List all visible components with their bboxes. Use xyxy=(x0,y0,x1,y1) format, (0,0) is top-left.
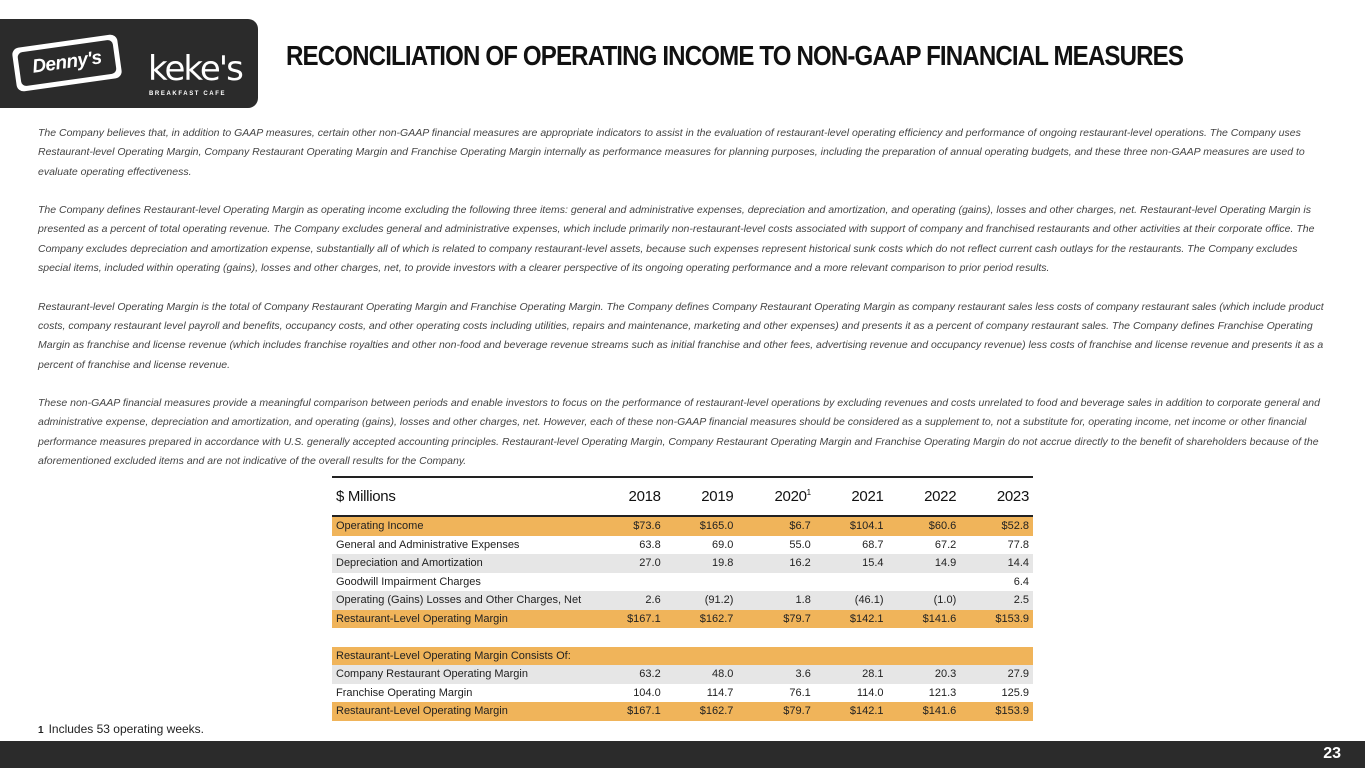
cell xyxy=(960,647,1033,666)
row-label: Operating Income xyxy=(332,516,592,536)
cell: 27.9 xyxy=(960,665,1033,684)
dennys-logo xyxy=(11,34,122,92)
table-row xyxy=(332,665,1033,684)
cell: 1.8 xyxy=(737,591,814,610)
paragraph-gaap-intro: The Company believes that, in addition to GAAP measures, certain other non-GAAP financial measures are appropriate indicators to assist in the evaluation of restaurant-level operating efficiency and performance of ongoing restaurant-level operations. The Company uses Restaurant-level Operating Margin, Company Restaurant Operating Margin and Franchise Operating Margin internally as performance measures for planning purposes, including the preparation of annual operating budgets, and these three non-GAAP measures are used to evaluate operating effectiveness. xyxy=(38,127,1305,178)
cell xyxy=(737,647,814,666)
cell: $153.9 xyxy=(960,702,1033,721)
paragraph-disclaimer: These non-GAAP financial measures provide a meaningful comparison between periods and enable investors to focus on the performance of restaurant-level operations by excluding revenues and costs unrelated to food and beverage sales in addition to corporate general and administrative expense, depreciation and amortization, and operating (gains), losses and other charges, net. However, each of these non-GAAP financial measures should be considered as a supplement to, not a substitute for, operating income, net income or other financial performance measures prepared in accordance with U.S. generally accepted accounting principles. Restaurant-level Operating Margin, Company Restaurant Operating Margin and Franchise Operating Margin do not accrue directly to the benefit of shareholders because of the aforementioned excluded items and are not indicative of the overall results for the Company. xyxy=(38,397,1320,468)
cell: 14.4 xyxy=(960,554,1033,573)
cell: 14.9 xyxy=(888,554,961,573)
cell: $52.8 xyxy=(960,516,1033,536)
cell xyxy=(592,573,665,592)
dennys-logo-text: Denny's xyxy=(17,39,117,86)
table-row xyxy=(332,684,1033,703)
cell xyxy=(815,573,888,592)
cell xyxy=(592,647,665,666)
row-label: Company Restaurant Operating Margin xyxy=(332,665,592,684)
cell: $104.1 xyxy=(815,516,888,536)
cell: $79.7 xyxy=(737,702,814,721)
cell: $165.0 xyxy=(665,516,738,536)
logo-panel xyxy=(0,19,258,108)
kekes-logo-subtitle: BREAKFAST CAFE xyxy=(149,91,227,97)
paragraph-definition: The Company defines Restaurant-level Operating Margin as operating income excluding the following three items: general and administrative expenses, depreciation and amortization, and operating (gains), losses and other charges, net. Restaurant-level Operating Margin is presented as a percent of total operating revenue. The Company excludes general and administrative expenses, which include primarily non-restaurant-level costs associated with support of company and franchised restaurants and other activities at their corporate office. The Company excludes depreciation and amortization expense, substantially all of which is related to company restaurant-level assets, because such expenses represent historical sunk costs which do not reflect current cash outlays for the restaurants. The Company excludes special items, included within operating (gains), losses and other charges, net, to provide investors with a clearer perspective of its ongoing operating performance and a more relevant comparison to prior period results. xyxy=(38,204,1315,275)
cell: 19.8 xyxy=(665,554,738,573)
table-header-row xyxy=(332,478,1033,516)
row-label: Restaurant-Level Operating Margin Consists Of: xyxy=(332,647,592,666)
cell: 121.3 xyxy=(888,684,961,703)
footnote xyxy=(38,722,204,736)
table-row xyxy=(332,536,1033,555)
cell: 3.6 xyxy=(737,665,814,684)
footer-bar xyxy=(0,741,1365,768)
cell: 63.8 xyxy=(592,536,665,555)
cell xyxy=(665,573,738,592)
cell: 114.0 xyxy=(815,684,888,703)
table-row xyxy=(332,516,1033,536)
table-spacer-row xyxy=(332,628,1033,647)
header-label: $ Millions xyxy=(332,478,592,516)
table-row xyxy=(332,647,1033,666)
cell xyxy=(665,647,738,666)
cell: 48.0 xyxy=(665,665,738,684)
row-label: Goodwill Impairment Charges xyxy=(332,573,592,592)
cell: $142.1 xyxy=(815,610,888,629)
paragraph-margin-components: Restaurant-level Operating Margin is the total of Company Restaurant Operating Margin and Franchise Operating Margin. The Company defines Company Restaurant Operating Margin as company restaurant sales less costs of company restaurant sales (which include product costs, company restaurant level payroll and benefits, occupancy costs, and other operating costs including utilities, repairs and maintenance, marketing and other expenses) and presents it as a percent of company restaurant sales. The Company defines Franchise Operating Margin as franchise and license revenue (which includes franchise royalties and other non-food and beverage revenue streams such as initial franchise and other fees, advertising revenue and occupancy revenue) less costs of franchise and license revenue and presents it as a percent of franchise and license revenue. xyxy=(38,300,1324,371)
header-2020-year: 2020 xyxy=(774,488,807,505)
cell: 104.0 xyxy=(592,684,665,703)
cell: $167.1 xyxy=(592,610,665,629)
cell: $60.6 xyxy=(888,516,961,536)
cell: 20.3 xyxy=(888,665,961,684)
row-label: Depreciation and Amortization xyxy=(332,554,592,573)
cell: $79.7 xyxy=(737,610,814,629)
cell: $142.1 xyxy=(815,702,888,721)
cell: 77.8 xyxy=(960,536,1033,555)
cell: 69.0 xyxy=(665,536,738,555)
row-label: Restaurant-Level Operating Margin xyxy=(332,702,592,721)
header-2023: 2023 xyxy=(960,478,1033,516)
cell: 2.5 xyxy=(960,591,1033,610)
header-2020 xyxy=(737,478,814,516)
body-text xyxy=(38,124,1328,491)
header-2020-footnote-mark: 1 xyxy=(806,488,811,497)
page-title: RECONCILIATION OF OPERATING INCOME TO NON-GAAP FINANCIAL MEASURES xyxy=(286,40,1184,71)
row-label: General and Administrative Expenses xyxy=(332,536,592,555)
cell: (91.2) xyxy=(665,591,738,610)
cell: $167.1 xyxy=(592,702,665,721)
table-row xyxy=(332,610,1033,629)
cell: $141.6 xyxy=(888,702,961,721)
cell: 114.7 xyxy=(665,684,738,703)
footnote-text: Includes 53 operating weeks. xyxy=(48,722,204,736)
cell: 28.1 xyxy=(815,665,888,684)
cell xyxy=(888,573,961,592)
table-row xyxy=(332,573,1033,592)
header-2022: 2022 xyxy=(888,478,961,516)
kekes-logo xyxy=(148,31,242,101)
kekes-logo-text: keke's xyxy=(148,49,242,89)
cell: (46.1) xyxy=(815,591,888,610)
header-2019: 2019 xyxy=(665,478,738,516)
cell xyxy=(815,647,888,666)
cell: 15.4 xyxy=(815,554,888,573)
cell: (1.0) xyxy=(888,591,961,610)
cell: 125.9 xyxy=(960,684,1033,703)
cell: 67.2 xyxy=(888,536,961,555)
spacer-cell xyxy=(332,628,1033,647)
header-2018: 2018 xyxy=(592,478,665,516)
cell: 16.2 xyxy=(737,554,814,573)
page-number: 23 xyxy=(1323,745,1341,762)
cell: $162.7 xyxy=(665,702,738,721)
cell: 55.0 xyxy=(737,536,814,555)
row-label: Franchise Operating Margin xyxy=(332,684,592,703)
cell: 2.6 xyxy=(592,591,665,610)
cell: $141.6 xyxy=(888,610,961,629)
cell: $73.6 xyxy=(592,516,665,536)
cell: $153.9 xyxy=(960,610,1033,629)
cell xyxy=(888,647,961,666)
cell: $162.7 xyxy=(665,610,738,629)
cell: 6.4 xyxy=(960,573,1033,592)
row-label: Operating (Gains) Losses and Other Charges, Net xyxy=(332,591,592,610)
cell: 63.2 xyxy=(592,665,665,684)
cell: 27.0 xyxy=(592,554,665,573)
cell: 76.1 xyxy=(737,684,814,703)
table-row xyxy=(332,702,1033,721)
footnote-mark: 1 xyxy=(38,725,44,736)
table-row xyxy=(332,591,1033,610)
row-label: Restaurant-Level Operating Margin xyxy=(332,610,592,629)
cell xyxy=(737,573,814,592)
cell: $6.7 xyxy=(737,516,814,536)
reconciliation-table xyxy=(332,476,1033,721)
cell: 68.7 xyxy=(815,536,888,555)
header-2021: 2021 xyxy=(815,478,888,516)
table-row xyxy=(332,554,1033,573)
